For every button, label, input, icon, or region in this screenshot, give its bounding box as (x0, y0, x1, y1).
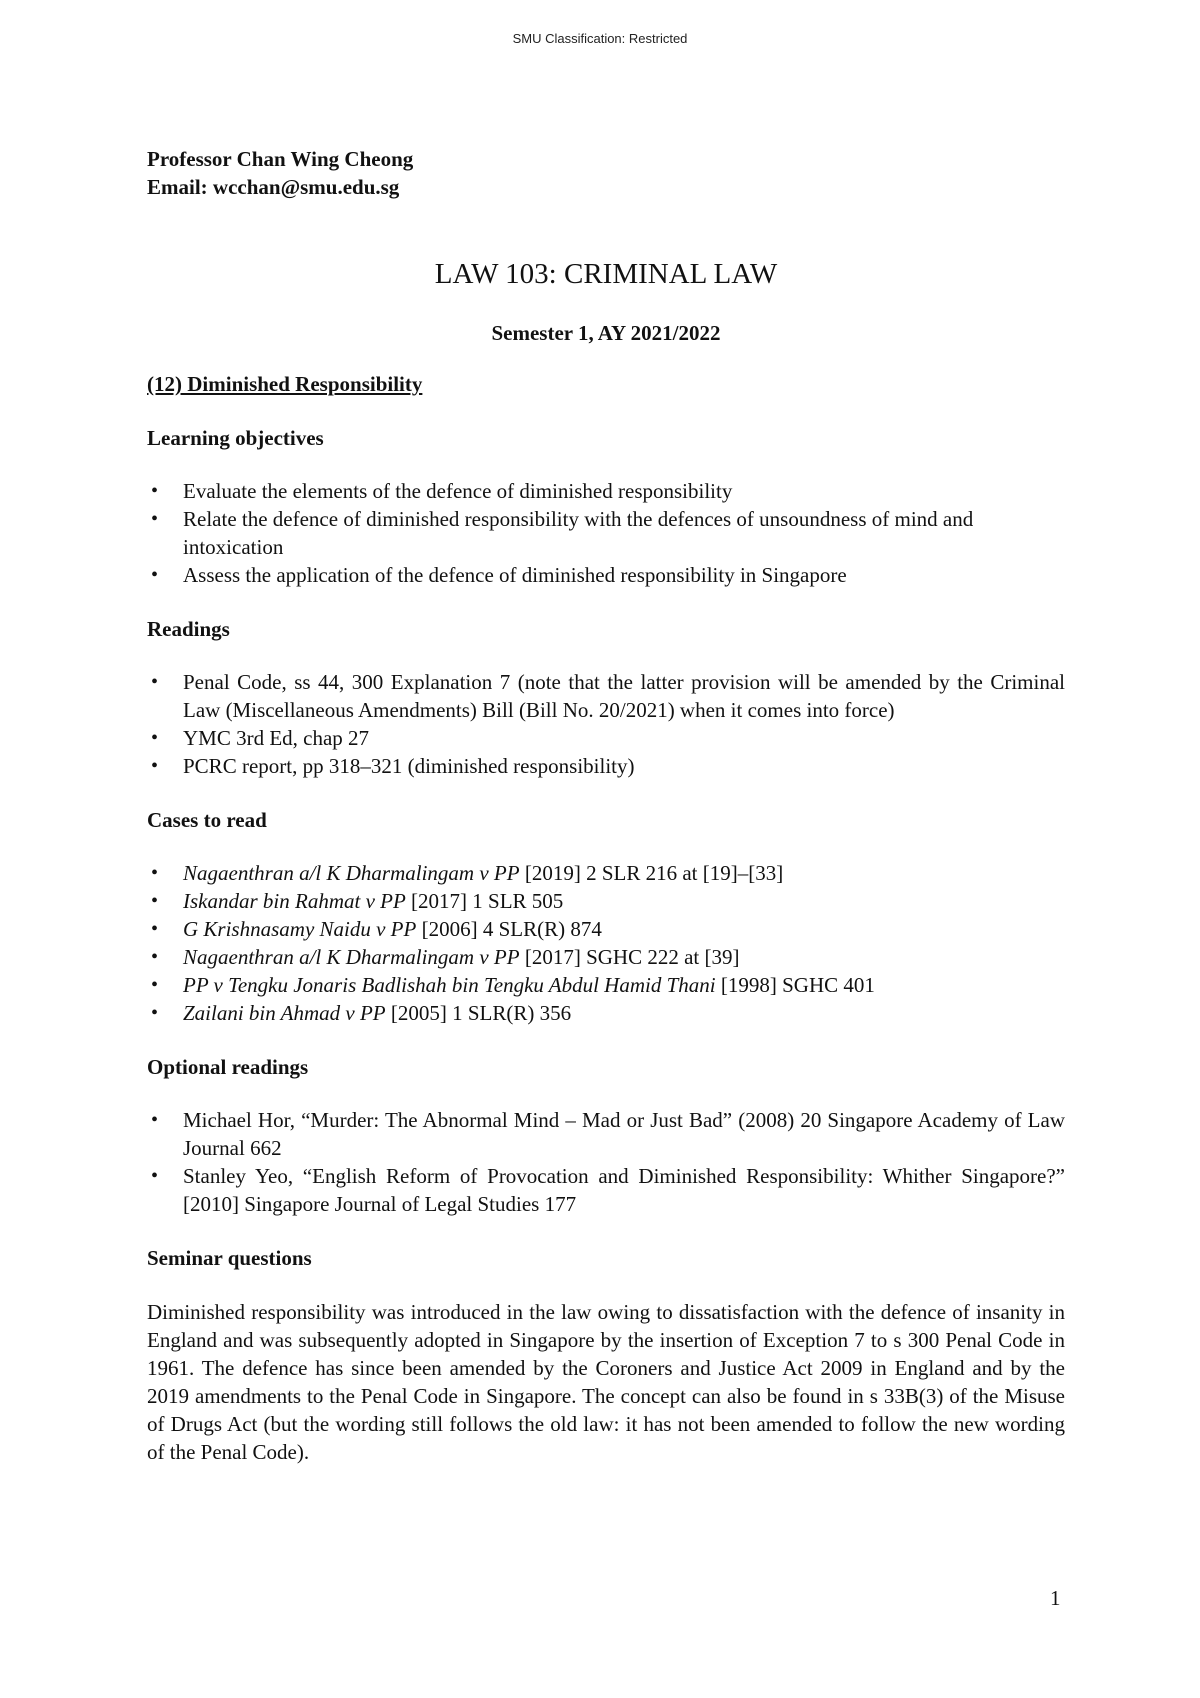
case-name: PP v Tengku Jonaris Badlishah bin Tengku Abdul Hamid Thani (183, 973, 716, 997)
author-email: Email: wcchan@smu.edu.sg (147, 175, 400, 199)
list-item: • Stanley Yeo, “English Reform of Provocation and Diminished Responsibility: Whither Singapore?” [2010] Singapore Journal of Legal Studies 177 (147, 1162, 1065, 1218)
case-item (147, 943, 1065, 971)
case-item (147, 971, 1065, 999)
case-item (147, 859, 1065, 887)
list-item: • YMC 3rd Ed, chap 27 (147, 724, 1065, 752)
case-citation: [2017] 1 SLR 505 (405, 889, 564, 913)
case-citation: [2006] 4 SLR(R) 874 (416, 917, 602, 941)
case-citation: [1998] SGHC 401 (715, 973, 875, 997)
case-item (147, 915, 1065, 943)
author-name: Professor Chan Wing Cheong (147, 147, 414, 171)
optional-readings-list (147, 1106, 1065, 1218)
case-name: Zailani bin Ahmad v PP (183, 1001, 386, 1025)
list-item: • Assess the application of the defence of diminished responsibility in Singapore (147, 561, 1065, 589)
list-item: • Evaluate the elements of the defence of diminished responsibility (147, 477, 1065, 505)
case-name: Nagaenthran a/l K Dharmalingam v PP (183, 861, 520, 885)
readings-heading: Readings (147, 617, 230, 641)
semester: Semester 1, AY 2021/2022 (491, 321, 721, 345)
author-block (147, 145, 1065, 201)
cases-list (147, 859, 1065, 1027)
seminar-paragraph: Diminished responsibility was introduced in the law owing to dissatisfaction with the defence of insanity in England and was subsequently adopted in Singapore by the insertion of Exception 7 to s 300 Penal Code in 1961. The defence has since been amended by the Coroners and Justice Act 2009 in England and by the 2019 amendments to the Penal Code in Singapore. The concept can also be found in s 33B(3) of the Misuse of Drugs Act (but the wording still follows the old law: it has not been amended to follow the new wording of the Penal Code). (147, 1300, 1065, 1464)
optional-readings-heading: Optional readings (147, 1055, 309, 1079)
document-page (147, 145, 1065, 1466)
seminar-questions-heading: Seminar questions (147, 1246, 312, 1270)
classification-header: SMU Classification: Restricted (512, 31, 688, 46)
case-name: Iskandar bin Rahmat v PP (183, 889, 406, 913)
case-item (147, 887, 1065, 915)
list-item: • Penal Code, ss 44, 300 Explanation 7 (note that the latter provision will be amended by the Criminal Law (Miscellaneous Amendments) Bill (Bill No. 20/2021) when it comes into force) (147, 668, 1065, 724)
page-number: 1 (1050, 1586, 1061, 1610)
list-item: • Michael Hor, “Murder: The Abnormal Mind – Mad or Just Bad” (2008) 20 Singapore Academy of Law Journal 662 (147, 1106, 1065, 1162)
case-item (147, 999, 1065, 1027)
list-item: • Relate the defence of diminished responsibility with the defences of unsoundness of mind and intoxication (147, 505, 1065, 561)
case-citation: [2019] 2 SLR 216 at [19]–[33] (519, 861, 784, 885)
cases-heading: Cases to read (147, 808, 267, 832)
case-name: G Krishnasamy Naidu v PP (183, 917, 417, 941)
learning-objectives-list (147, 477, 1065, 589)
course-title: LAW 103: CRIMINAL LAW (434, 258, 778, 290)
case-name: Nagaenthran a/l K Dharmalingam v PP (183, 945, 520, 969)
list-item: • PCRC report, pp 318–321 (diminished responsibility) (147, 752, 1065, 780)
case-citation: [2005] 1 SLR(R) 356 (385, 1001, 572, 1025)
case-citation: [2017] SGHC 222 at [39] (519, 945, 740, 969)
topic-heading: (12) Diminished Responsibility (147, 372, 423, 396)
learning-objectives-heading: Learning objectives (147, 426, 324, 450)
readings-list (147, 668, 1065, 780)
